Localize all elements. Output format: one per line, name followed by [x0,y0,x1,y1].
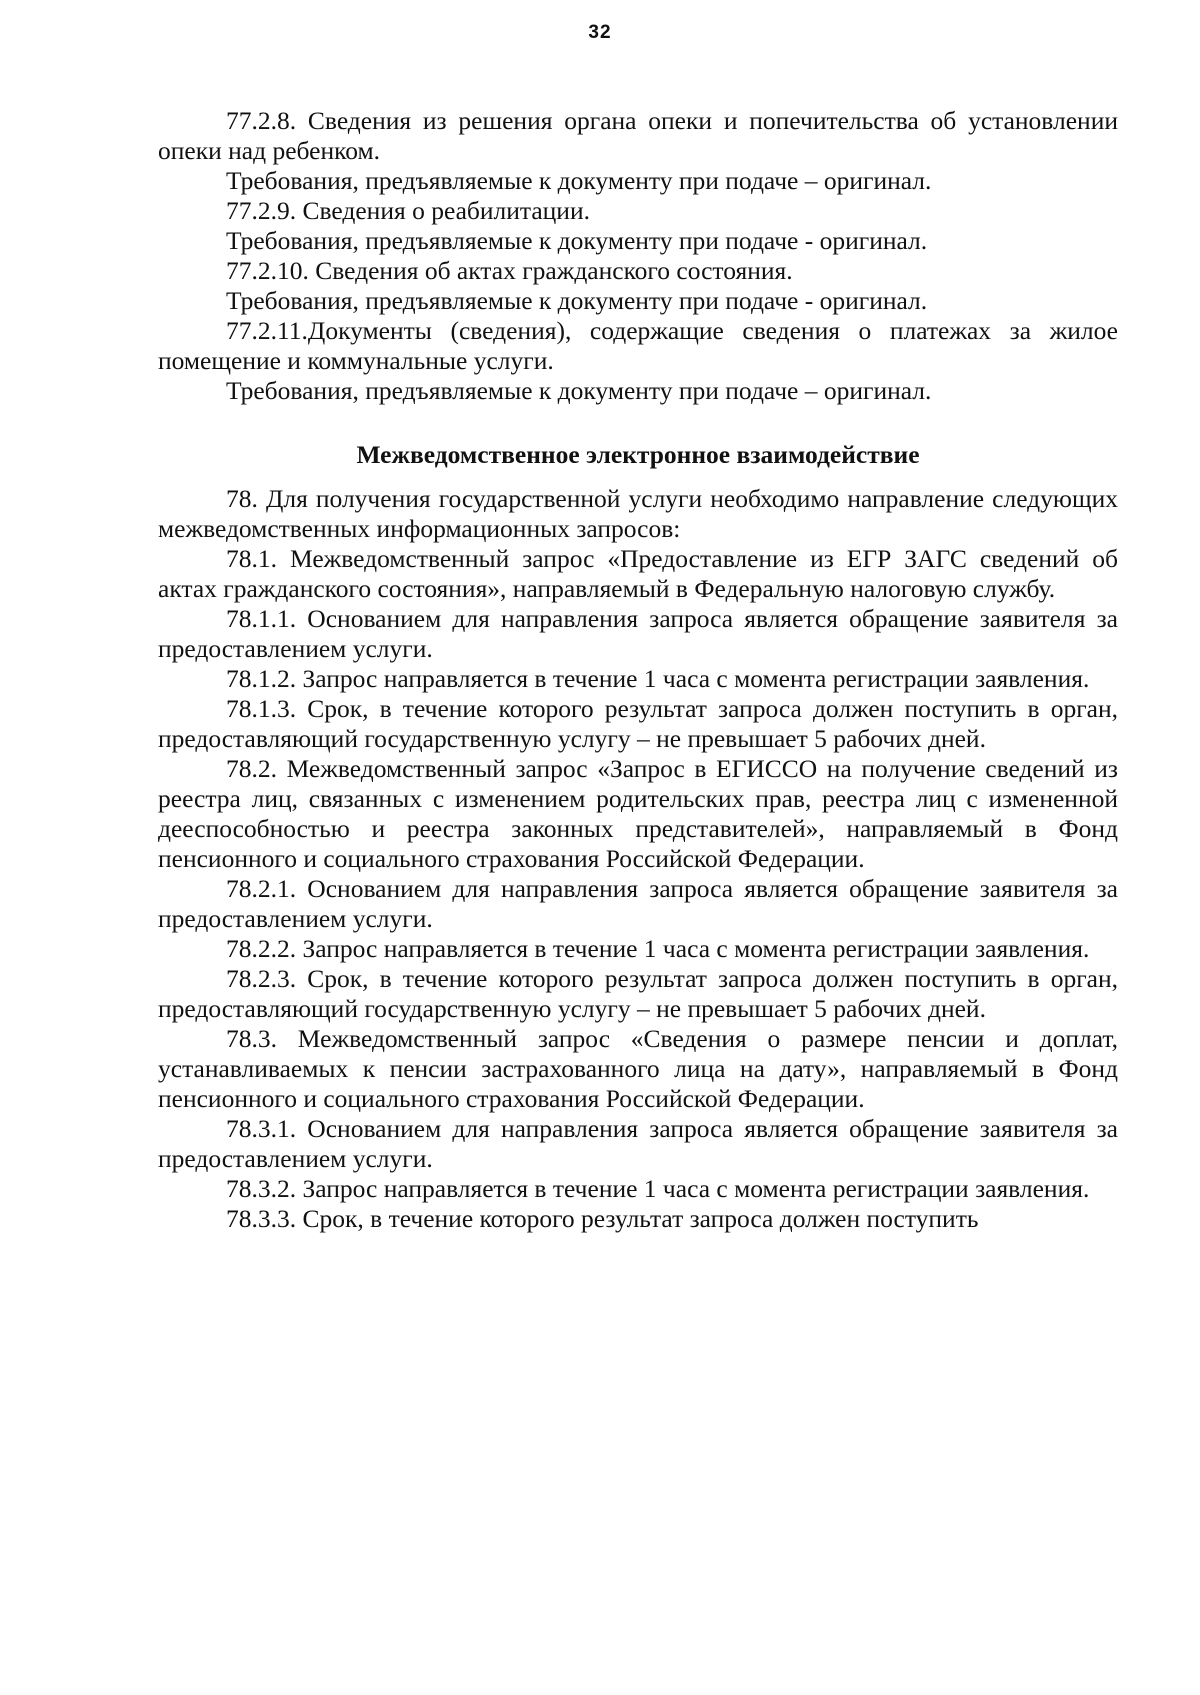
paragraph: 78.3.2. Запрос направляется в течение 1 часа с момента регистрации заявления. [226,1174,1090,1203]
paragraph: 78.2.3. Срок, в течение которого результат запроса должен поступить в орган, предоставляющий государственную услугу – не превышает 5 рабочих дней. [158,964,1118,1023]
paragraph: 78.1.2. Запрос направляется в течение 1 часа с момента регистрации заявления. [226,664,1090,693]
paragraph: Требования, предъявляемые к документу при подаче – оригинал. [226,376,932,405]
paragraph: 78.2.1. Основанием для направления запроса является обращение заявителя за предоставлением услуги. [158,874,1118,933]
paragraph: 78.2.2. Запрос направляется в течение 1 часа с момента регистрации заявления. [226,934,1090,963]
paragraph: 78. Для получения государственной услуги необходимо направление следующих межведомственных информационных запросов: [158,484,1118,543]
section-heading: Межведомственное электронное взаимодействие [356,440,920,469]
paragraph: 78.2. Межведомственный запрос «Запрос в ЕГИССО на получение сведений из реестра лиц, связанных с изменением родительских прав, реестра лиц с измененной дееспособностью и реестра законных представителей», направляемый в Фонд пенсионного и социального страхования Российской Федерации. [158,754,1118,873]
paragraph: Требования, предъявляемые к документу при подаче – оригинал. [226,166,932,195]
paragraph: 77.2.10. Сведения об актах гражданского состояния. [226,256,793,285]
document-body [158,106,1118,1234]
paragraph: 78.1.3. Срок, в течение которого результат запроса должен поступить в орган, предоставляющий государственную услугу – не превышает 5 рабочих дней. [158,694,1118,753]
paragraph: 78.3.1. Основанием для направления запроса является обращение заявителя за предоставлением услуги. [158,1114,1118,1173]
page-number: 32 [588,22,612,43]
paragraph: 77.2.11.Документы (сведения), содержащие сведения о платежах за жилое помещение и коммунальные услуги. [158,316,1118,375]
paragraph: 77.2.8. Сведения из решения органа опеки и попечительства об установлении опеки над ребенком. [158,106,1118,165]
paragraph: 78.1.1. Основанием для направления запроса является обращение заявителя за предоставлением услуги. [158,604,1118,663]
paragraph: 78.1. Межведомственный запрос «Предоставление из ЕГР ЗАГС сведений об актах гражданского состояния», направляемый в Федеральную налоговую службу. [158,544,1118,603]
paragraph: 77.2.9. Сведения о реабилитации. [226,196,590,225]
paragraph: Требования, предъявляемые к документу при подаче - оригинал. [226,226,928,255]
paragraph: 78.3.3. Срок, в течение которого результат запроса должен поступить [226,1204,979,1233]
paragraph: 78.3. Межведомственный запрос «Сведения о размере пенсии и доплат, устанавливаемых к пенсии застрахованного лица на дату», направляемый в Фонд пенсионного и социального страхования Российской Федерации. [158,1024,1118,1113]
paragraph: Требования, предъявляемые к документу при подаче - оригинал. [226,286,928,315]
